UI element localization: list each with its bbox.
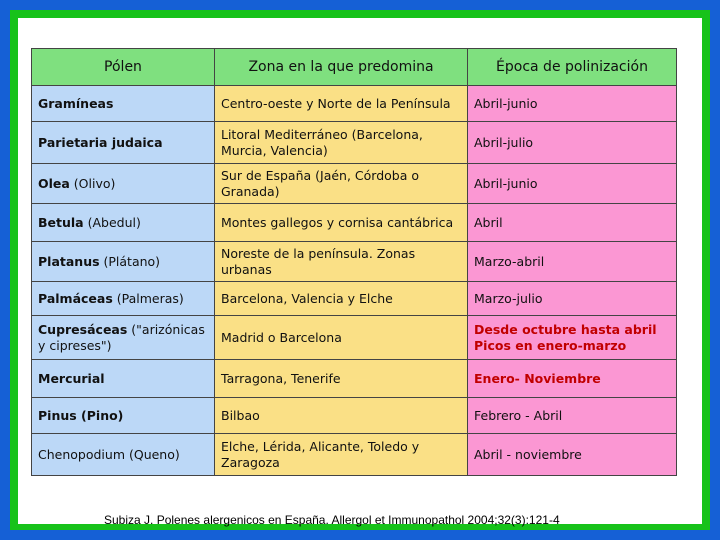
header-season: Época de polinización [468, 49, 677, 86]
pollen-common-name: (Plátano) [99, 253, 161, 269]
season-cell: Abril-junio [468, 164, 677, 204]
pollen-table [31, 48, 677, 476]
season-cell: Enero- Noviembre [468, 360, 677, 398]
season-cell: Abril-julio [468, 122, 677, 164]
table-row [32, 360, 677, 398]
pollen-common-name: (Abedul) [83, 214, 141, 230]
pollen-cell [32, 316, 215, 360]
pollen-cell [32, 434, 215, 476]
pollen-cell [32, 86, 215, 122]
table-row [32, 398, 677, 434]
table-row [32, 86, 677, 122]
pollen-name: Gramíneas [38, 95, 114, 111]
season-cell: Marzo-julio [468, 282, 677, 316]
zone-cell: Madrid o Barcelona [215, 316, 468, 360]
pollen-name: Pinus (Pino) [38, 407, 124, 423]
pollen-common-name: (Palmeras) [112, 290, 184, 306]
pollen-name: Platanus [38, 253, 100, 269]
pollen-name: Cupresáceas [38, 321, 128, 337]
table-row [32, 282, 677, 316]
pollen-cell [32, 122, 215, 164]
zone-cell: Barcelona, Valencia y Elche [215, 282, 468, 316]
table-row [32, 204, 677, 242]
header-zone: Zona en la que predomina [215, 49, 468, 86]
zone-cell: Montes gallegos y cornisa cantábrica [215, 204, 468, 242]
zone-cell: Bilbao [215, 398, 468, 434]
pollen-common-name: Chenopodium (Queno) [38, 446, 180, 462]
zone-cell: Sur de España (Jaén, Córdoba o Granada) [215, 164, 468, 204]
zone-cell: Noreste de la península. Zonas urbanas [215, 242, 468, 282]
pollen-name: Palmáceas [38, 290, 113, 306]
table-row [32, 316, 677, 360]
table-row [32, 434, 677, 476]
pollen-common-name: (Olivo) [69, 175, 116, 191]
pollen-cell [32, 164, 215, 204]
pollen-name: Parietaria judaica [38, 134, 163, 150]
season-cell: Abril-junio [468, 86, 677, 122]
pollen-cell [32, 242, 215, 282]
table-row [32, 164, 677, 204]
header-pollen: Pólen [32, 49, 215, 86]
pollen-name: Betula [38, 214, 84, 230]
table-header-row [32, 49, 677, 86]
zone-cell: Elche, Lérida, Alicante, Toledo y Zaragoza [215, 434, 468, 476]
pollen-cell [32, 204, 215, 242]
zone-cell: Litoral Mediterráneo (Barcelona, Murcia, Valencia) [215, 122, 468, 164]
season-cell: Abril - noviembre [468, 434, 677, 476]
table-row [32, 122, 677, 164]
season-cell: Febrero - Abril [468, 398, 677, 434]
zone-cell: Tarragona, Tenerife [215, 360, 468, 398]
season-cell: Marzo-abril [468, 242, 677, 282]
zone-cell: Centro-oeste y Norte de la Península [215, 86, 468, 122]
pollen-cell [32, 398, 215, 434]
season-cell: Desde octubre hasta abril Picos en enero-marzo [468, 316, 677, 360]
pollen-cell [32, 360, 215, 398]
pollen-name: Olea [38, 175, 70, 191]
citation: Subiza J. Polenes alergenicos en España. Allergol et Immunopathol 2004;32(3):121-4 [104, 513, 560, 527]
pollen-common-name: ("arizónicas y cipreses") [38, 321, 205, 353]
table-row [32, 242, 677, 282]
pollen-cell [32, 282, 215, 316]
season-cell: Abril [468, 204, 677, 242]
pollen-name: Mercurial [38, 370, 105, 386]
